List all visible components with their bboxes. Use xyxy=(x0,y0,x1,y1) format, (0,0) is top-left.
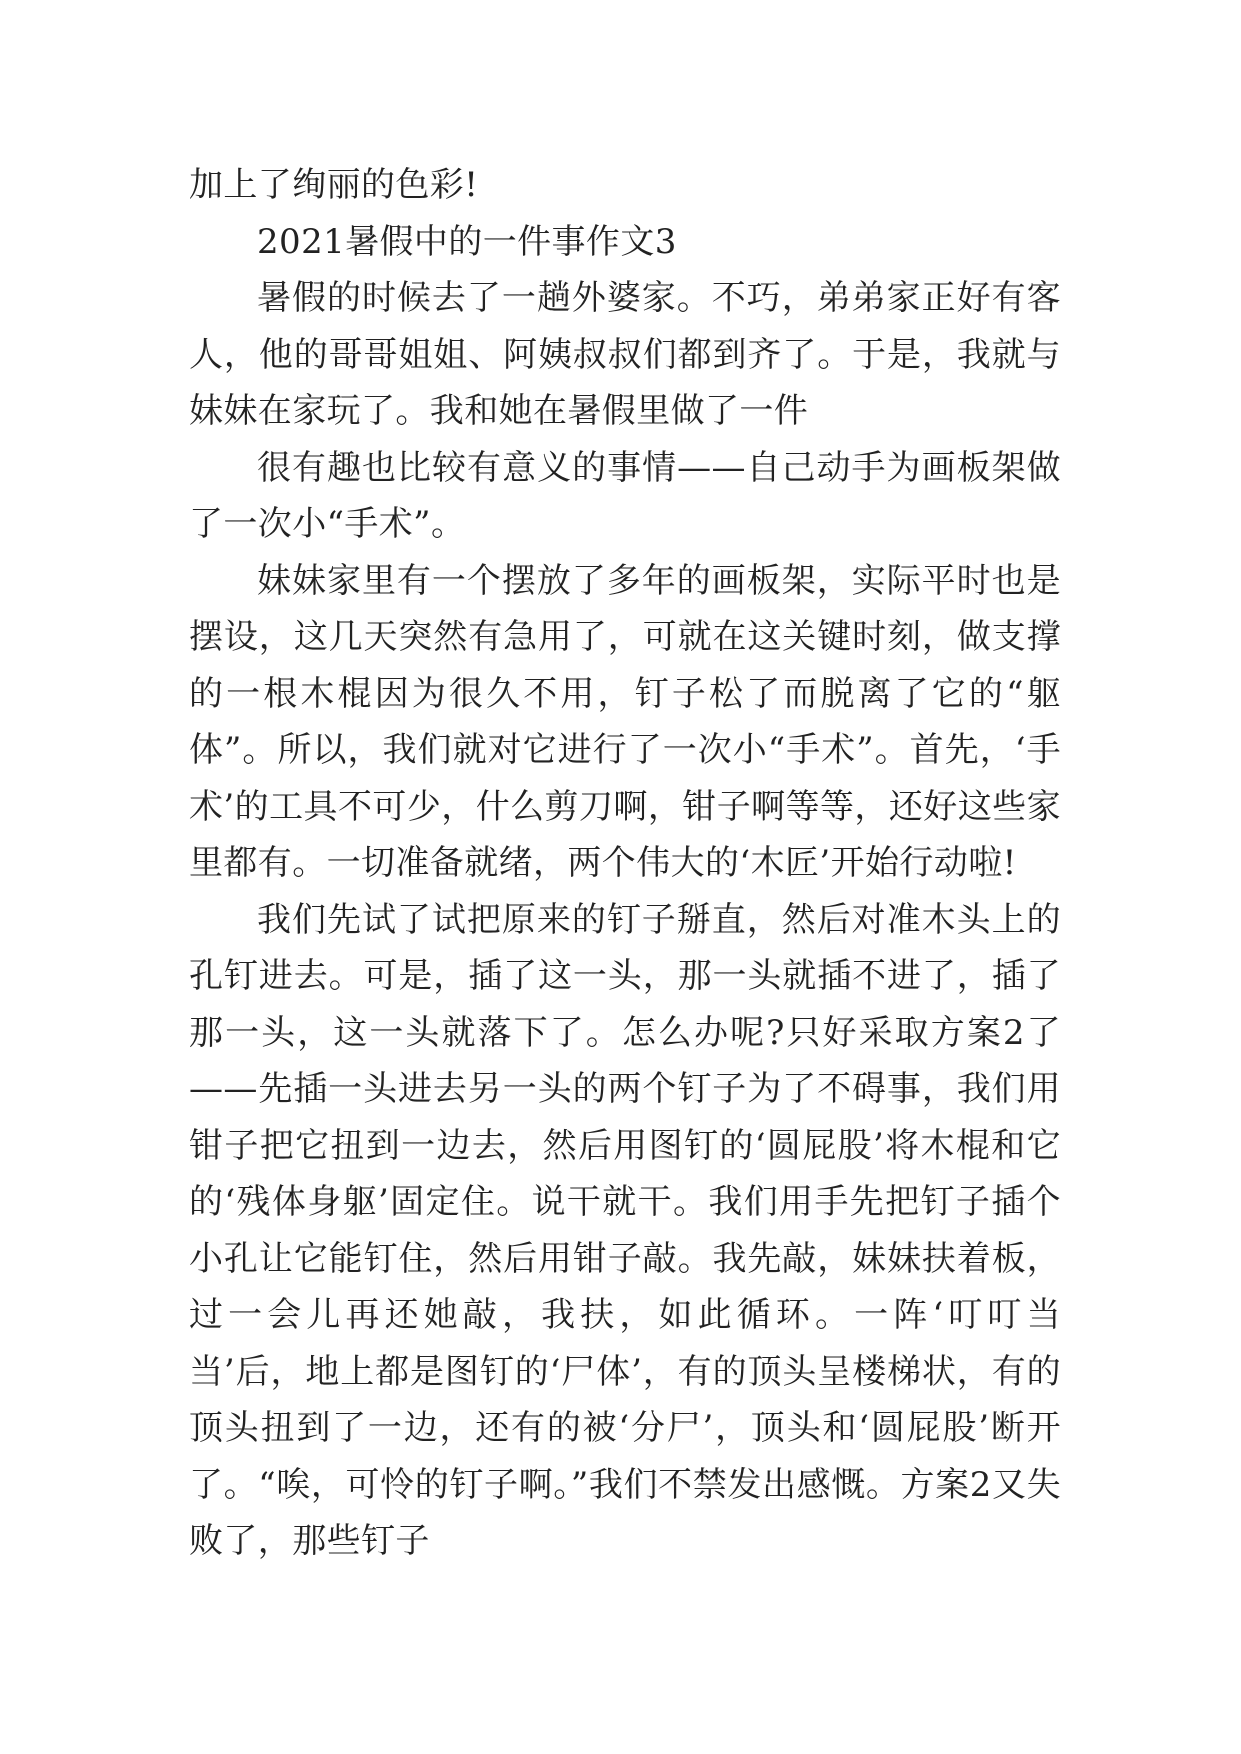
paragraph: 妹妹家里有一个摆放了多年的画板架，实际平时也是摆设，这几天突然有急用了，可就在这关键时刻，做支撑的一根木棍因为很久不用，钉子松了而脱离了它的“躯体”。所以，我们就对它进行了一次小“手术”。首先，‘手术’的工具不可少，什么剪刀啊，钳子啊等等，还好这些家里都有。一切准备就绪，两个伟大的‘木匠’开始行动啦! xyxy=(189,560,1061,883)
essay-title: 2021暑假中的一件事作文3 xyxy=(257,221,677,262)
paragraph: 暑假的时候去了一趟外婆家。不巧，弟弟家正好有客人，他的哥哥姐姐、阿姨叔叔们都到齐了。于是，我就与妹妹在家玩了。我和她在暑假里做了一件 xyxy=(189,278,1061,431)
paragraph-continuation: 加上了绚丽的色彩! xyxy=(189,165,479,205)
paragraph: 我们先试了试把原来的钉子掰直，然后对准木头上的孔钉进去。可是，插了这一头，那一头就插不进了，插了那一头，这一头就落下了。怎么办呢?只好采取方案2了——先插一头进去另一头的两个钉子为了不碍事，我们用钳子把它扭到一边去，然后用图钉的‘圆屁股’将木棍和它的‘残体身躯’固定住。说干就干。我们用手先把钉子插个小孔让它能钉住，然后用钳子敲。我先敲，妹妹扶着板，过一会儿再还她敲，我扶，如此循环。一阵‘叮叮当当’后，地上都是图钉的‘尸体’，有的顶头呈楼梯状，有的顶头扭到了一边，还有的被‘分尸’，顶头和‘圆屁股’断开了。“唉，可怜的钉子啊。”我们不禁发出感慨。方案2又失败了，那些钉子 xyxy=(189,899,1061,1561)
document-body xyxy=(189,157,1061,1570)
paragraph: 很有趣也比较有意义的事情——自己动手为画板架做了一次小“手术”。 xyxy=(189,447,1061,544)
